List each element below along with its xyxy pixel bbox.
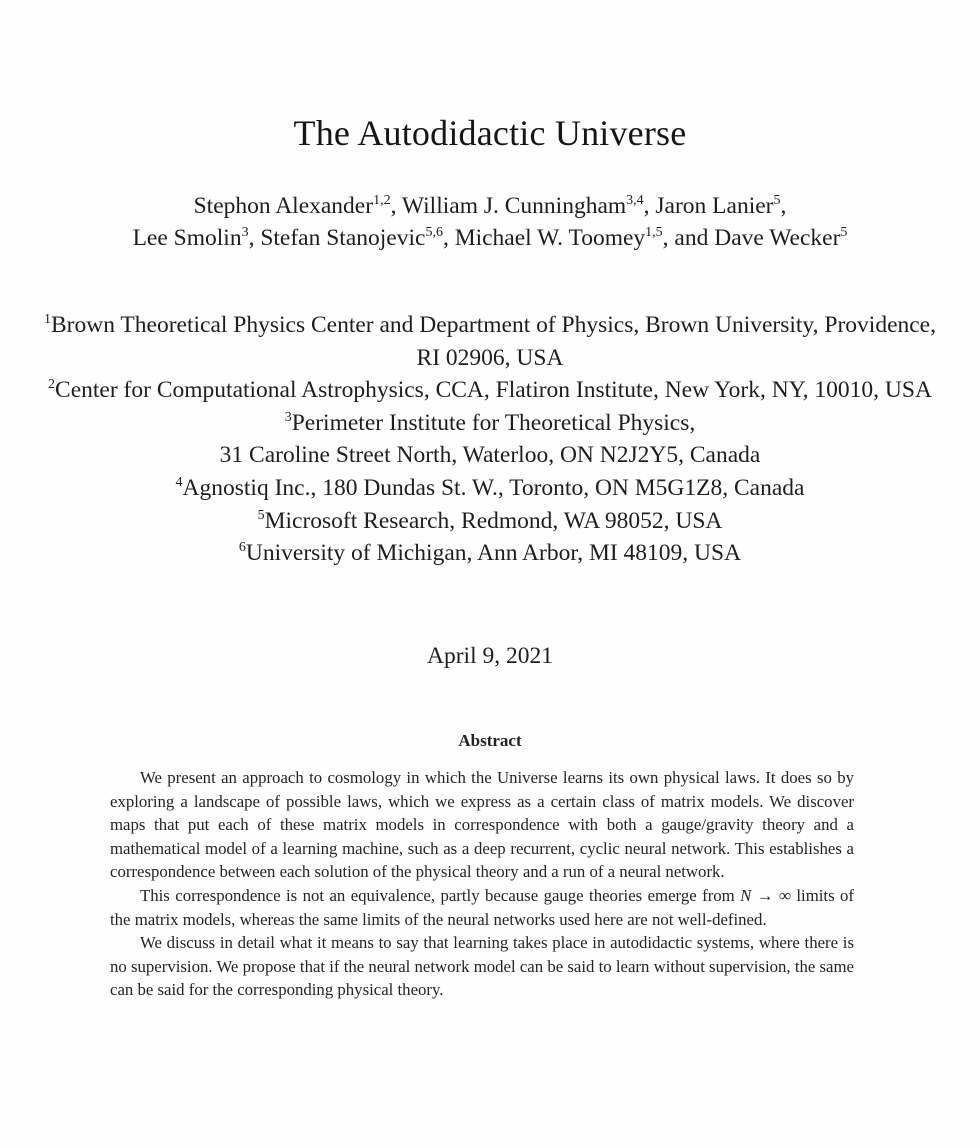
author: Dave Wecker$^5$ [714, 225, 848, 251]
abstract-paragraph: We present an approach to cosmology in which the Universe learns its own physical laws. It does so by exploring a landscape of possible laws, which we express as a certain class of matrix models. We discover maps that put each of these matrix models in correspondence with both a gauge/gravity theory and a mathematical model of a learning machine, such as a deep recurrent, cyclic neural network. This establishes a correspondence between each solution of the physical theory and a run of a neural network. [110, 768, 854, 882]
math-expression: N → ∞ [740, 885, 791, 905]
author: Lee Smolin$^3$, [132, 225, 261, 251]
affiliation-mark: 2 [48, 377, 56, 393]
affiliation: $^6$University of Michigan, Ann Arbor, MI 48109, USA [238, 540, 742, 567]
publication-date: April 9, 2021 [427, 643, 553, 669]
author: William J. Cunningham$^{3,4}$, [401, 193, 656, 219]
affiliation: $^4$Agnostiq Inc., 180 Dundas St. W., Toronto, ON M5G1Z8, Canada [175, 474, 805, 501]
affiliation-mark: 4 [175, 474, 183, 490]
affiliation-continued: 31 Caroline Street North, Waterloo, ON N2J2Y5, Canada [219, 442, 761, 469]
abstract-heading: Abstract [458, 731, 522, 750]
affiliation: $^5$Microsoft Research, Redmond, WA 98052, USA [257, 507, 723, 534]
author: Stefan Stanojevic$^{5,6}$, [260, 225, 455, 251]
author: Michael W. Toomey$^{1,5}$, and [454, 225, 715, 251]
abstract-body [110, 766, 854, 1002]
author-affiliation-mark: 3 [241, 225, 249, 240]
author-list [90, 190, 890, 254]
author-affiliation-mark: 5 [773, 193, 781, 208]
affiliation: $^2$Center for Computational Astrophysics, CCA, Flatiron Institute, New York, NY, 10010, USA [48, 377, 932, 404]
affiliation: $^3$Perimeter Institute for Theoretical Physics, [284, 409, 696, 436]
abstract-paragraph: We discuss in detail what it means to say that learning takes place in autodidactic systems, where there is no supervision. We propose that if the neural network model can be said to learn without supervision, the same can be said for the corresponding physical theory. [110, 933, 854, 1000]
abstract-paragraph: This correspondence is not an equivalence, partly because gauge theories emerge from N → ∞ limits of the matrix models, whereas the same limits of the neural networks used here are not well-defined. [110, 885, 855, 929]
affiliation: $^1$Brown Theoretical Physics Center and Department of Physics, Brown University, Providence, RI 02906, USA [44, 312, 936, 371]
author: Jaron Lanier$^5$, [655, 193, 787, 219]
affiliation-list [40, 309, 940, 570]
affiliation-mark: 3 [284, 409, 292, 425]
paper-title: The Autodidactic Universe [293, 113, 687, 153]
author-affiliation-mark: 1,5 [645, 225, 663, 240]
affiliation-mark: 1 [44, 312, 51, 327]
author-affiliation-mark: 5 [840, 225, 848, 240]
author: Stephon Alexander$^{1,2}$, [193, 193, 402, 219]
author-affiliation-mark: 3,4 [626, 193, 644, 208]
author-affiliation-mark: 5,6 [425, 225, 443, 240]
affiliation-mark: 5 [257, 507, 265, 523]
affiliation-mark: 6 [238, 540, 246, 556]
author-affiliation-mark: 1,2 [373, 193, 391, 208]
